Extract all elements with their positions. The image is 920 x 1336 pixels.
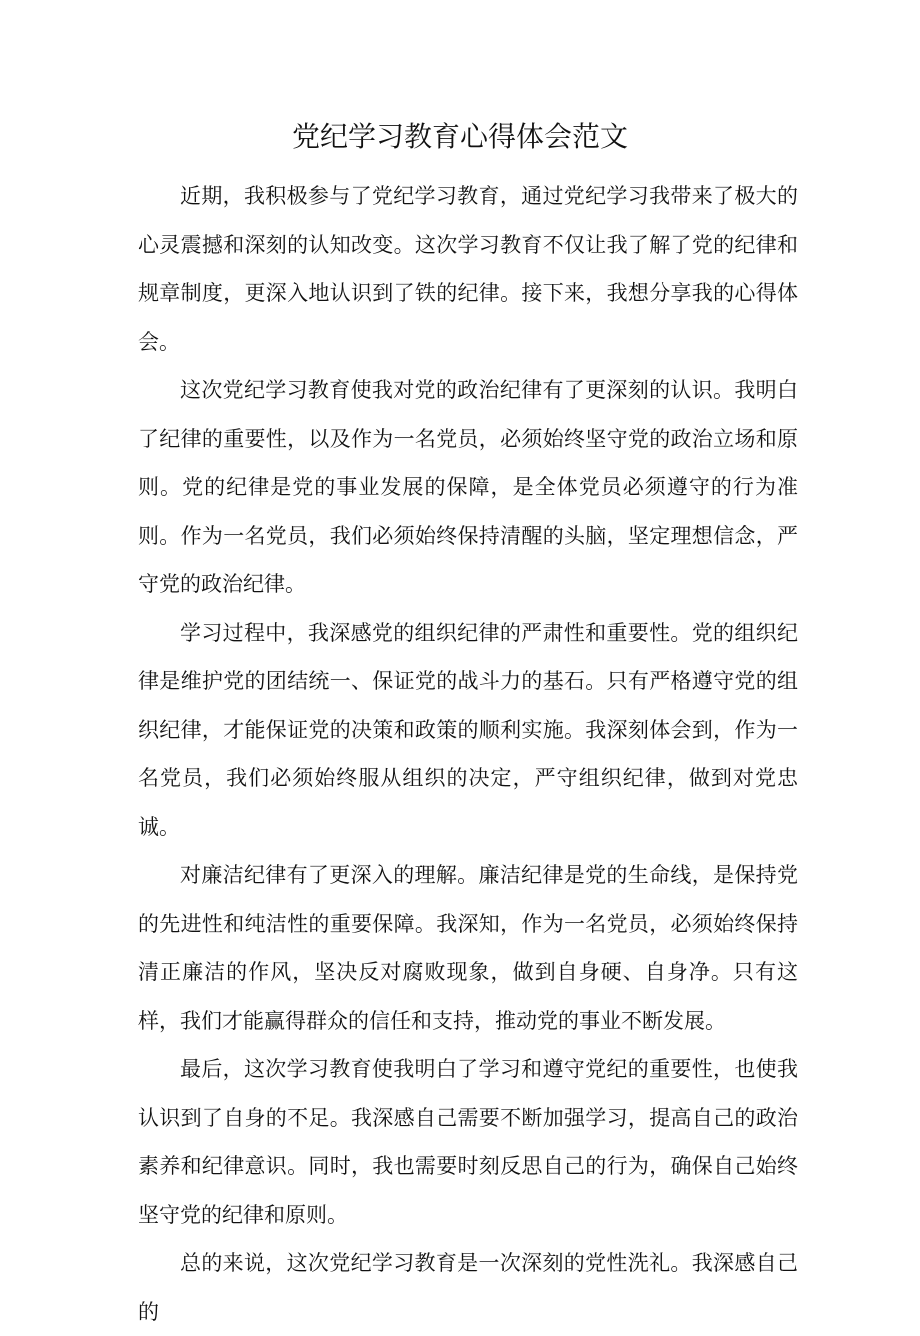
document-body <box>138 172 798 1336</box>
paragraph-self-reflection: 最后，这次学习教育使我明白了学习和遵守党纪的重要性，也使我认识到了自身的不足。我深感自己需要不断加强学习，提高自己的政治素养和纪律意识。同时，我也需要时刻反思自己的行为，确保自己始终坚守党的纪律和原则。 <box>138 1057 798 1227</box>
paragraph-political-discipline: 这次党纪学习教育使我对党的政治纪律有了更深刻的认识。我明白了纪律的重要性，以及作为一名党员，必须始终坚守党的政治立场和原则。党的纪律是党的事业发展的保障，是全体党员必须遵守的行为准则。作为一名党员，我们必须始终保持清醒的头脑，坚定理想信念，严守党的政治纪律。 <box>138 378 798 596</box>
document-title: 党纪学习教育心得体会范文 <box>291 120 628 153</box>
paragraph-summary: 总的来说，这次党纪学习教育是一次深刻的党性洗礼。我深感自己的 <box>138 1251 798 1324</box>
paragraph-intro: 近期，我积极参与了党纪学习教育，通过党纪学习我带来了极大的心灵震撼和深刻的认知改变。这次学习教育不仅让我了解了党的纪律和规章制度，更深入地认识到了铁的纪律。接下来，我想分享我的心得体会。 <box>138 184 798 354</box>
paragraph-integrity-discipline: 对廉洁纪律有了更深入的理解。廉洁纪律是党的生命线，是保持党的先进性和纯洁性的重要保障。我深知，作为一名党员，必须始终保持清正廉洁的作风，坚决反对腐败现象，做到自身硬、自身净。只有这样，我们才能赢得群众的信任和支持，推动党的事业不断发展。 <box>138 863 798 1033</box>
paragraph-organizational-discipline: 学习过程中，我深感党的组织纪律的严肃性和重要性。党的组织纪律是维护党的团结统一、保证党的战斗力的基石。只有严格遵守党的组织纪律，才能保证党的决策和政策的顺利实施。我深刻体会到，作为一名党员，我们必须始终服从组织的决定，严守组织纪律，做到对党忠诚。 <box>138 620 798 839</box>
